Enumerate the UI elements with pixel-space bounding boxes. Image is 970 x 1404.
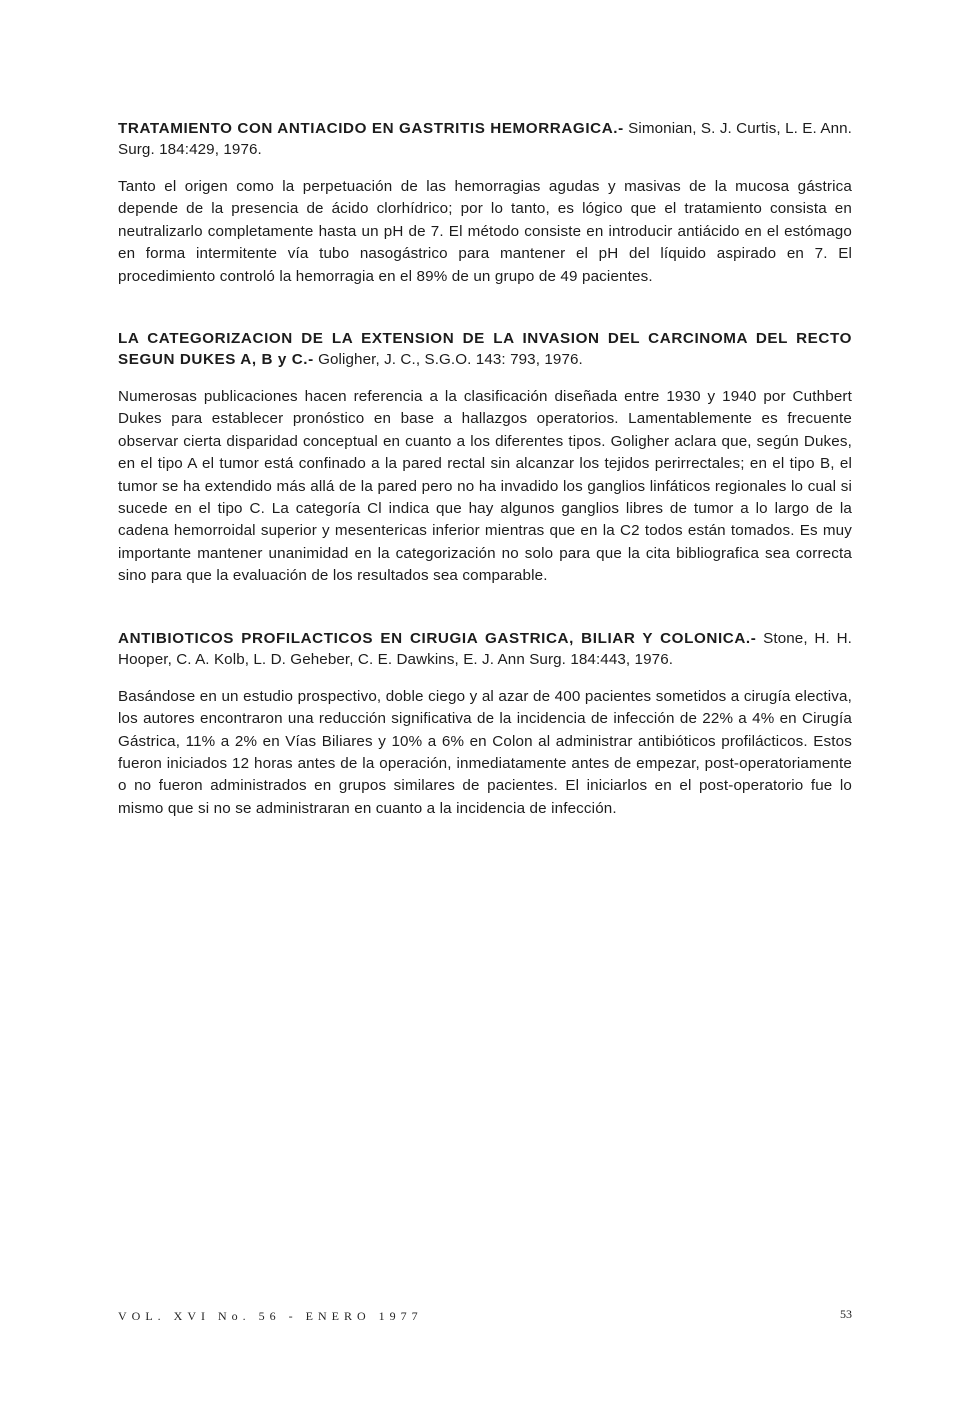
article-heading bbox=[118, 628, 852, 670]
article-dukes-classification bbox=[118, 328, 852, 588]
article-citation: Goligher, J. C., S.G.O. 143: 793, 1976. bbox=[318, 351, 583, 369]
page-content bbox=[118, 118, 852, 820]
article-title: TRATAMIENTO CON ANTIACIDO EN GASTRITIS HEMORRAGICA.- bbox=[118, 120, 624, 137]
article-body: Basándose en un estudio prospectivo, doble ciego y al azar de 400 pacientes sometidos a cirugía electiva, los autores encontraron una reducción significativa de la incidencia de infección de 22% a 4% en Cirugía Gástrica, 11% a 2% en Vías Biliares y 10% a 6% en Colon al administrar antibióticos profilácticos. Estos fueron iniciados 12 horas antes de la operación, inmediatamente antes de empezar, post-operatoriamente o no fueron administrados en grupos similares de pacientes. El iniciarlos en el post-operatorio fue lo mismo que si no se administraran en cuanto a la incidencia de infección. bbox=[118, 687, 852, 817]
article-prophylactic-antibiotics bbox=[118, 628, 852, 820]
issue-info: VOL. XVI No. 56 - ENERO 1977 bbox=[118, 1309, 423, 1323]
page-footer bbox=[118, 1309, 852, 1324]
article-body: Numerosas publicaciones hacen referencia a la clasificación diseñada entre 1930 y 1940 por Cuthbert Dukes para establecer pronóstico en base a hallazgos operatorios. Lamentablemente es frecuente observar cierta disparidad conceptual en cuanto a los diferentes tipos. Goligher aclara que, según Dukes, en el tipo A el tumor está confinado a la pared rectal sin alcanzar los tejidos perirrectales; en el tipo B, el tumor se ha extendido más allá de la pared pero no ha invadido los ganglios linfáticos regionales lo cual si sucede en el tipo C. La categoría Cl indica que hay algunos ganglios libres de tumor a lo largo de la cadena hemorroidal superior y mesentericas inferior mientras que en la C2 todos están tomados. Es muy importante mantener unanimidad en la categorización no solo para que la cita bibliografica sea correcta sino para que la evaluación de los resultados sea comparable. bbox=[118, 388, 852, 585]
page-number: 53 bbox=[840, 1307, 852, 1321]
article-antacid-gastritis bbox=[118, 118, 852, 288]
article-heading bbox=[118, 328, 852, 370]
article-body: Tanto el origen como la perpetuación de las hemorragias agudas y masivas de la mucosa gástrica depende de la presencia de ácido clorhídrico; por lo tanto, es lógico que el tratamiento consista en neutralizarlo completamente hasta un pH de 7. El método consiste en introducir antiácido en el estómago en forma intermitente vía tubo nasogástrico para mantener el pH del líquido aspirado en 7. El procedimiento controló la hemorragia en el 89% de un grupo de 49 pacientes. bbox=[118, 178, 852, 285]
article-heading bbox=[118, 118, 852, 160]
article-citation: Simonian, S. J. Curtis, L. E. Ann. Surg. 184:429, 1976. bbox=[118, 120, 853, 158]
article-title: LA CATEGORIZACION DE LA EXTENSION DE LA INVASION DEL CARCINOMA DEL RECTO SEGUN DUKES A, B y C.- bbox=[118, 330, 852, 369]
article-title: ANTIBIOTICOS PROFILACTICOS EN CIRUGIA GASTRICA, BILIAR Y COLONICA.- bbox=[118, 629, 757, 647]
article-citation: Stone, H. H. Hooper, C. A. Kolb, L. D. Geheber, C. E. Dawkins, E. J. Ann Surg. 184:443, 1976. bbox=[118, 629, 852, 668]
